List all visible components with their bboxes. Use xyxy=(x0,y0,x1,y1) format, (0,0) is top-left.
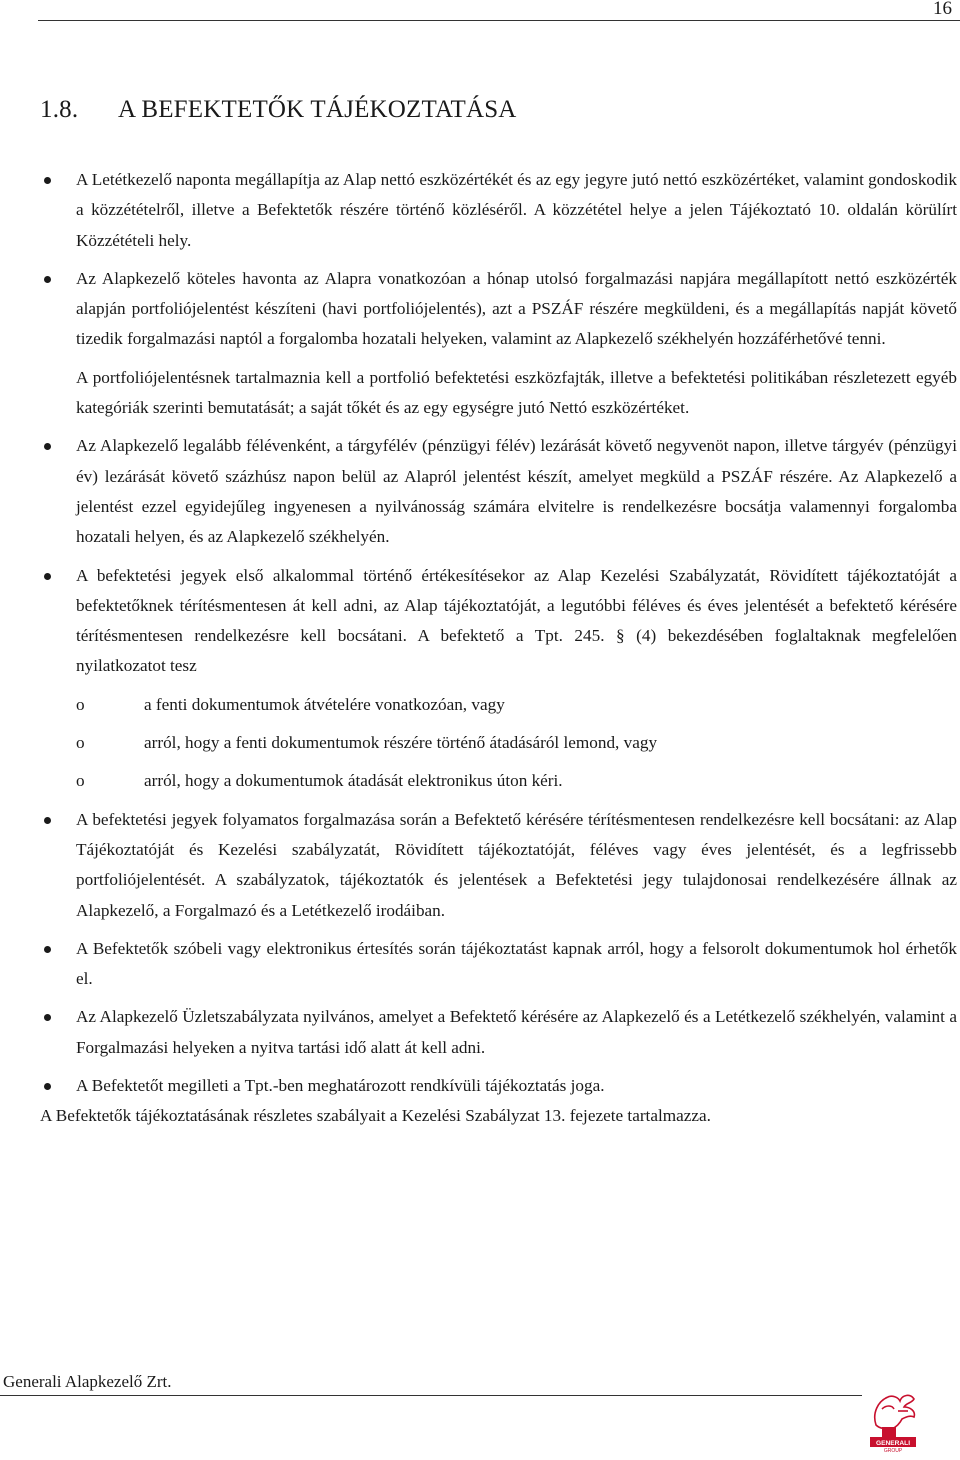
sub-list-item: o a fenti dokumentumok átvételére vonatkozóan, vagy xyxy=(40,690,957,720)
sub-bullet-marker: o xyxy=(76,771,85,791)
closing-paragraph: A Befektetők tájékoztatásának részletes szabályait a Kezelési Szabályzat 13. fejezete tartalmazza. xyxy=(40,1106,711,1126)
list-item-continuation: A portfoliójelentésnek tartalmaznia kell a portfolió befektetési eszközfajták, illetve a befektetési politikában részletezett egyéb kategóriák szerinti bemutatását; a saját tőkét és az egy egységre jutó Nettó eszközértéket. xyxy=(76,367,957,418)
sub-bullet-marker: o xyxy=(76,694,85,714)
sub-list-item: o arról, hogy a fenti dokumentumok részére történő átadásáról lemond, vagy xyxy=(40,728,957,758)
sub-bullet-marker: o xyxy=(76,733,85,753)
bullet-icon xyxy=(44,946,51,953)
footer-company: Generali Alapkezelő Zrt. xyxy=(3,1372,172,1391)
list-item: Az Alapkezelő köteles havonta az Alapra vonatkozóan a hónap utolsó forgalmazási napjára megállapított nettó eszközérték alapján portfoliójelentést készíteni (havi portfoliójelentés), azt a PSZÁF részére megküldeni, és a megállapítás napját követő tizedik forgalmazási naptól a forgalomba hozatali helyeken, valamint az Alapkezelő székhelyén hozzáférhetővé tenni. xyxy=(40,264,957,355)
list-item: A Letétkezelő naponta megállapítja az Alap nettó eszközértékét és az egy jegyre jutó nettó eszközértéket, valamint gondoskodik a közzétételről, illetve a Befektetők részére történő közléséről. A közzététel helye a jelen Tájékoztató 10. oldalán körülírt Közzétételi hely. xyxy=(40,165,957,256)
bullet-icon xyxy=(44,817,51,824)
bullet-icon xyxy=(44,1014,51,1021)
section-body xyxy=(40,165,957,1132)
bullet-icon xyxy=(44,1083,51,1090)
section-heading xyxy=(40,96,517,124)
bullet-icon xyxy=(44,573,51,580)
list-item: A befektetési jegyek első alkalommal történő értékesítésekor az Alap Kezelési Szabályzatát, Rövidített tájékoztatóját a befektetőknek térítésmentesen át kell adni, az Alap tájékoztatóját, a legutóbbi féléves és éves jelentését a befektető kérésére térítésmentesen rendelkezésre kell bocsátani. A befektető a Tpt. 245. § (4) bekezdésében foglaltaknak megfelelően nyilatkozatot tesz xyxy=(40,561,957,682)
bullet-icon xyxy=(44,443,51,450)
list-item: A befektetési jegyek folyamatos forgalmazása során a Befektető kérésére térítésmentesen rendelkezésre kell bocsátani: az Alap Tájékoztatóját és Kezelési szabályzatát, Rövidített tájékoztatóját, féléves vagy éves jelentését, és a legfrissebb portfoliójelentését. A szabályzatok, tájékoztatók és jelentések a Befektetési jegy tulajdonosai rendelkezésére állnak az Alapkezelő, a Forgalmazó és a Letétkezelő irodáiban. xyxy=(40,805,957,926)
page-number: 16 xyxy=(933,0,952,19)
logo-subtext: GROUP xyxy=(883,1448,903,1453)
list-item: A Befektetőt megilleti a Tpt.-ben meghatározott rendkívüli tájékoztatás joga. xyxy=(40,1071,957,1101)
section-title: A BEFEKTETŐK TÁJÉKOZTATÁSA xyxy=(118,96,517,123)
bullet-icon xyxy=(44,177,51,184)
logo-text: GENERALI xyxy=(875,1440,911,1447)
list-item: Az Alapkezelő Üzletszabályzata nyilvános, amelyet a Befektető kérésére az Alapkezelő és a Letétkezelő székhelyén, valamint a Forgalmazási helyeken a nyitva tartási idő alatt át kell adni. xyxy=(40,1002,957,1063)
bullet-icon xyxy=(44,276,51,283)
generali-logo-icon xyxy=(862,1385,924,1453)
footer-rule xyxy=(0,1395,862,1396)
sub-list-item: o arról, hogy a dokumentumok átadását elektronikus úton kéri. xyxy=(40,766,957,796)
list-item: Az Alapkezelő legalább félévenként, a tárgyfélév (pénzügyi félév) lezárását követő negyvenöt napon, illetve tárgyév (pénzügyi év) lezárását követő százhúsz napon belül az Alapról jelentést készít, amelyet megküld a PSZÁF részére. Az Alapkezelő a jelentést ezzel egyidejűleg ingyenesen a nyilvánosság számára elvitelre is rendelkezésre bocsátja valamennyi forgalomba hozatali helyen, és az Alapkezelő székhelyén. xyxy=(40,431,957,552)
header-rule xyxy=(38,20,960,21)
section-number: 1.8. xyxy=(40,96,79,123)
list-item: A Befektetők szóbeli vagy elektronikus értesítés során tájékoztatást kapnak arról, hogy a felsorolt dokumentumok hol érhetők el. xyxy=(40,934,957,995)
